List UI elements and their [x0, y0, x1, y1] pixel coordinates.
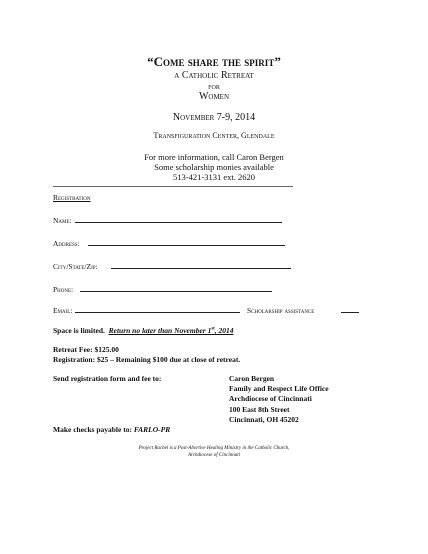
address-label: Address: [53, 239, 80, 248]
retreat-audience: Women [198, 91, 230, 102]
info-contact: For more information, call Caron Bergen [144, 152, 284, 162]
scholarship-label: Scholarship assistance [247, 306, 315, 315]
event-date: November 7-9, 2014 [172, 112, 256, 123]
email-field[interactable] [75, 312, 240, 313]
send-to-label: Send registration form and fee to: [53, 374, 162, 383]
name-label: Name: [53, 216, 72, 225]
retreat-subtitle: a Catholic Retreat [174, 70, 254, 81]
phone-field[interactable] [80, 291, 272, 292]
retreat-fee: Retreat Fee: $125.00 [53, 345, 119, 354]
return-deadline: Return no later than November 1st, 2014 [108, 326, 234, 335]
event-venue: Transfiguration Center, Glendale [153, 131, 275, 140]
address-line: Caron Bergen [229, 374, 275, 383]
footer-line-2: Archdiocese of Cincinnati [187, 453, 241, 458]
phone-label: Phone: [53, 285, 74, 294]
city-state-zip-label: City/State/Zip: [53, 262, 98, 271]
info-phone: 513-421-3131 ext. 2620 [173, 172, 255, 182]
registration-heading: Registration [53, 193, 91, 202]
section-divider [53, 186, 293, 187]
name-field[interactable] [75, 222, 282, 223]
city-state-zip-field[interactable] [111, 268, 291, 269]
info-scholarship: Some scholarship monies available [154, 162, 274, 172]
registration-fee: Registration: $25 – Remaining $100 due at close of retreat. [53, 355, 241, 364]
space-notice [53, 326, 233, 335]
address-line: Archdiocese of Cincinnati [229, 394, 312, 404]
address-field[interactable] [88, 245, 285, 246]
checks-payee: FARLO-PR [133, 425, 171, 434]
retreat-title: “Come share the spirit” [147, 54, 281, 69]
space-limited-text: Space is limited. [53, 326, 105, 335]
address-line: 100 East 8th Street [229, 404, 290, 414]
checks-label: Make checks payable to: [53, 425, 132, 434]
checks-payable [53, 425, 170, 434]
address-line: Family and Respect Life Office [229, 384, 329, 394]
mailing-address [229, 374, 329, 425]
address-line: Cincinnati, OH 45202 [229, 414, 299, 424]
email-label: Email: [53, 306, 73, 315]
footer-line-1: Project Rachel is a Post-Abortive Healing Ministry in the Catholic Church, [138, 446, 290, 451]
scholarship-field[interactable] [341, 312, 359, 313]
retreat-for: for [208, 82, 220, 91]
